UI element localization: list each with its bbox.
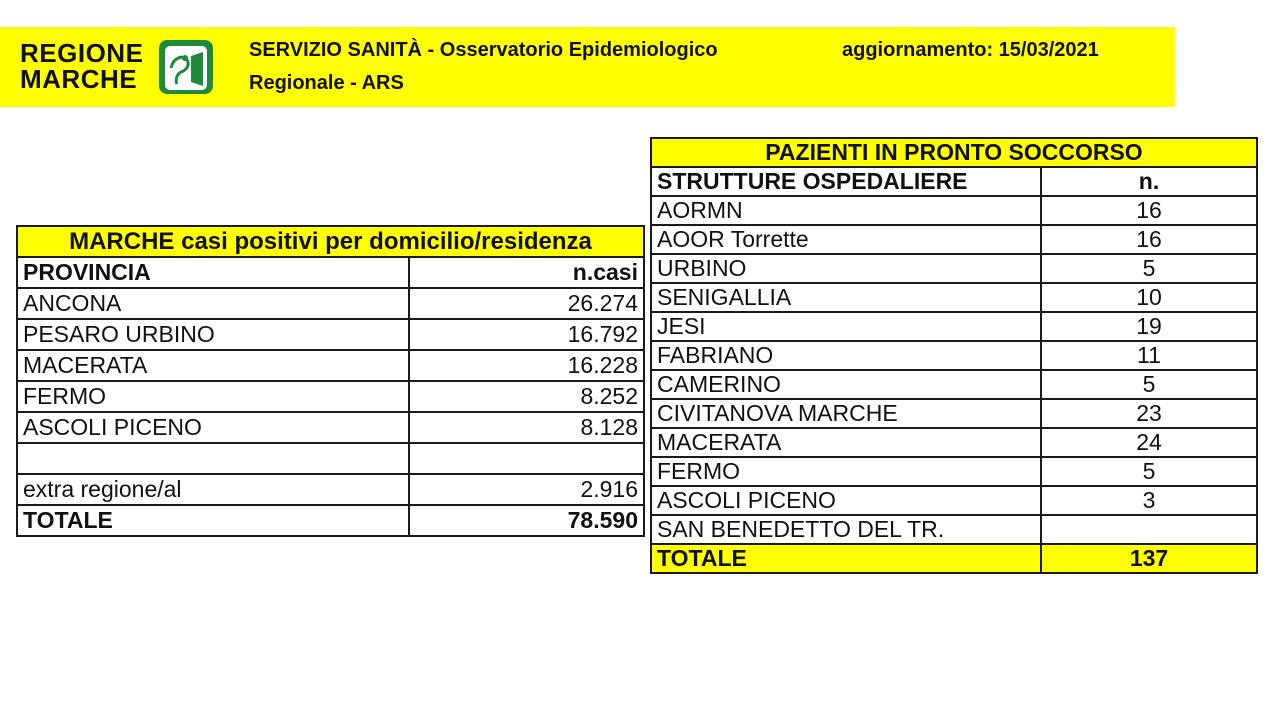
table-row [651, 254, 1257, 283]
total-value: 137 [1041, 544, 1257, 573]
province-name: FERMO [17, 381, 409, 412]
table-row [17, 288, 644, 319]
province-cases [409, 443, 644, 474]
region-logo-text [20, 40, 143, 92]
province-cases: 16.792 [409, 319, 644, 350]
table-row [17, 381, 644, 412]
table-row [17, 474, 644, 505]
facility-count: 10 [1041, 283, 1257, 312]
facility-name: FERMO [651, 457, 1041, 486]
province-cases: 8.252 [409, 381, 644, 412]
facility-name: JESI [651, 312, 1041, 341]
facility-count: 5 [1041, 457, 1257, 486]
table-row [651, 341, 1257, 370]
facility-name: URBINO [651, 254, 1041, 283]
total-label: TOTALE [651, 544, 1041, 573]
update-date: aggiornamento: 15/03/2021 [842, 39, 1099, 61]
facility-name: AOOR Torrette [651, 225, 1041, 254]
facility-count: 11 [1041, 341, 1257, 370]
facility-count: 5 [1041, 254, 1257, 283]
province-cases: 26.274 [409, 288, 644, 319]
facility-count: 3 [1041, 486, 1257, 515]
positive-cases-table [16, 225, 645, 537]
table-row [17, 319, 644, 350]
table-title-row [17, 226, 644, 257]
logo-line-2: MARCHE [20, 64, 138, 94]
column-header-facility: STRUTTURE OSPEDALIERE [651, 167, 1041, 196]
cases-table-title: MARCHE casi positivi per domicilio/residenza [17, 226, 644, 257]
province-cases: 2.916 [409, 474, 644, 505]
facility-count: 24 [1041, 428, 1257, 457]
facility-name: SAN BENEDETTO DEL TR. [651, 515, 1041, 544]
facility-name: SENIGALLIA [651, 283, 1041, 312]
facility-name: ASCOLI PICENO [651, 486, 1041, 515]
table-row [651, 225, 1257, 254]
facility-count: 16 [1041, 196, 1257, 225]
province-name: ANCONA [17, 288, 409, 319]
province-cases: 8.128 [409, 412, 644, 443]
facility-count: 5 [1041, 370, 1257, 399]
column-header-cases: n.casi [409, 257, 644, 288]
table-row [651, 428, 1257, 457]
facility-name: AORMN [651, 196, 1041, 225]
total-value: 78.590 [409, 505, 644, 536]
province-name: PESARO URBINO [17, 319, 409, 350]
province-name: extra regione/al [17, 474, 409, 505]
emergency-room-table [650, 137, 1258, 574]
facility-name: MACERATA [651, 428, 1041, 457]
table-row [17, 350, 644, 381]
facility-count: 19 [1041, 312, 1257, 341]
service-title: SERVIZIO SANITÀ - Osservatorio Epidemiologico [249, 39, 718, 61]
facility-count: 23 [1041, 399, 1257, 428]
facility-name: CAMERINO [651, 370, 1041, 399]
table-row [17, 412, 644, 443]
column-header-n: n. [1041, 167, 1257, 196]
total-label: TOTALE [17, 505, 409, 536]
er-table-title: PAZIENTI IN PRONTO SOCCORSO [651, 138, 1257, 167]
header-banner [0, 27, 1175, 107]
logo-line-1: REGIONE [20, 38, 144, 68]
total-row [651, 544, 1257, 573]
column-header-province: PROVINCIA [17, 257, 409, 288]
table-row [17, 443, 644, 474]
facility-name: CIVITANOVA MARCHE [651, 399, 1041, 428]
service-subtitle: Regionale - ARS [249, 72, 404, 94]
total-row [17, 505, 644, 536]
table-row [651, 312, 1257, 341]
table-row [651, 486, 1257, 515]
table-row [651, 196, 1257, 225]
table-row [651, 457, 1257, 486]
table-row [651, 399, 1257, 428]
table-title-row [651, 138, 1257, 167]
province-name: MACERATA [17, 350, 409, 381]
facility-count [1041, 515, 1257, 544]
facility-count: 16 [1041, 225, 1257, 254]
province-name [17, 443, 409, 474]
region-emblem-icon [157, 38, 215, 98]
column-header-row [17, 257, 644, 288]
table-row [651, 283, 1257, 312]
table-row [651, 370, 1257, 399]
province-name: ASCOLI PICENO [17, 412, 409, 443]
table-row [651, 515, 1257, 544]
province-cases: 16.228 [409, 350, 644, 381]
facility-name: FABRIANO [651, 341, 1041, 370]
column-header-row [651, 167, 1257, 196]
